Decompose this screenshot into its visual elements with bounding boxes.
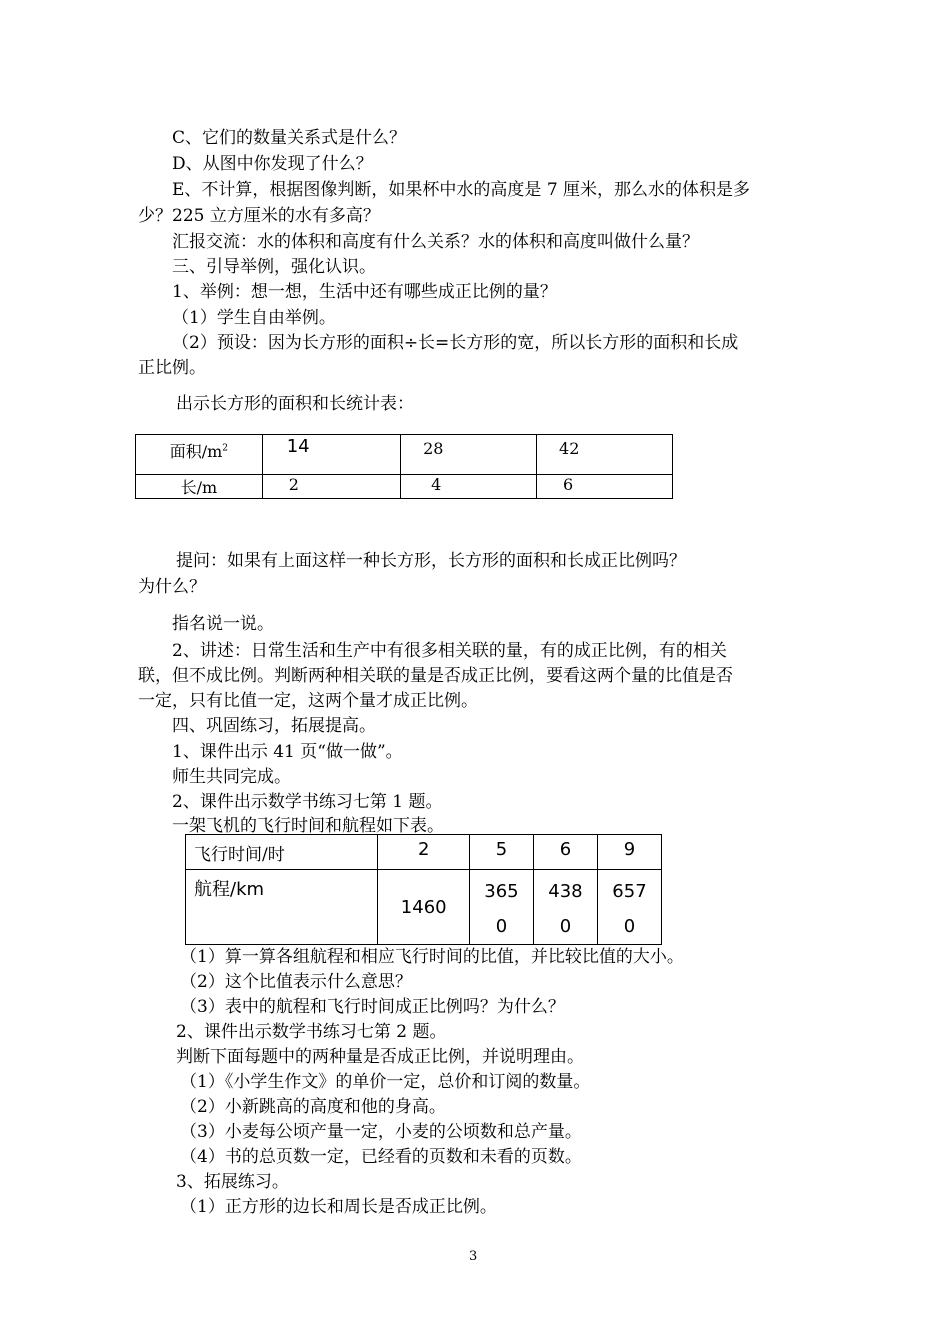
- table-cell: 365 0: [469, 870, 533, 945]
- text-line: （3）表中的航程和飞行时间成正比例吗？为什么？: [180, 997, 565, 1017]
- text-line: 判断下面每题中的两种量是否成正比例，并说明理由。: [176, 1047, 584, 1067]
- table-caption: 出示长方形的面积和长统计表：: [176, 394, 414, 414]
- text-line: （1）学生自由举例。: [172, 308, 336, 328]
- text-line: 正比例。: [138, 358, 206, 378]
- text-line: 汇报交流：水的体积和高度有什么关系？水的体积和高度叫做什么量？: [172, 232, 699, 252]
- area-length-table: [135, 434, 673, 499]
- table-cell: 4: [401, 475, 537, 499]
- text-line: 2、讲述：日常生活和生产中有很多相关联的量，有的成正比例，有的相关: [172, 641, 727, 661]
- text-line: （3）小麦每公顷产量一定，小麦的公顷数和总产量。: [180, 1122, 582, 1142]
- text-line: 2、课件出示数学书练习七第 2 题。: [176, 1022, 447, 1042]
- table-cell: 438 0: [533, 870, 597, 945]
- flight-table: [185, 834, 662, 945]
- text-line: （1）算一算各组航程和相应飞行时间的比值，并比较比值的大小。: [180, 947, 684, 967]
- table-header-distance: 航程/km: [186, 870, 378, 945]
- table-cell: 9: [597, 835, 661, 870]
- table-cell: 6: [533, 835, 597, 870]
- table-cell: 14: [262, 435, 400, 475]
- table-cell: 657 0: [597, 870, 661, 945]
- text-line: 指名说一说。: [172, 614, 274, 634]
- text-line: C、它们的数量关系式是什么？: [172, 128, 407, 148]
- text-line: D、从图中你发现了什么？: [172, 154, 373, 174]
- text-line: （2）这个比值表示什么意思？: [180, 972, 412, 992]
- table-cell: 2: [378, 835, 469, 870]
- text-line: （4）书的总页数一定，已经看的页数和未看的页数。: [180, 1147, 582, 1167]
- table-cell: 1460: [378, 870, 469, 945]
- text-line: （1）正方形的边长和周长是否成正比例。: [180, 1197, 497, 1217]
- text-line: （2）预设：因为长方形的面积÷长=长方形的宽，所以长方形的面积和长成: [172, 333, 739, 353]
- section-heading: 四、巩固练习，拓展提高。: [172, 716, 376, 736]
- text-line: 少？225 立方厘米的水有多高？: [138, 206, 380, 226]
- text-line: 一定，只有比值一定，这两个量才成正比例。: [138, 691, 478, 711]
- text-line: （2）小新跳高的高度和他的身高。: [180, 1097, 446, 1117]
- table-header-length: 长/m: [136, 475, 263, 499]
- table-cell: 5: [469, 835, 533, 870]
- text-line: 3、拓展练习。: [176, 1172, 289, 1192]
- text-line: E、不计算，根据图像判断，如果杯中水的高度是 7 厘米，那么水的体积是多: [172, 180, 751, 200]
- text-line: 联，但不成比例。判断两种相关联的量是否成正比例，要看这两个量的比值是否: [138, 666, 733, 686]
- text-line: 提问：如果有上面这样一种长方形，长方形的面积和长成正比例吗？: [176, 551, 686, 571]
- table-header-area: 面积$/m^2$: [136, 435, 263, 475]
- text-line: 1、举例：想一想，生活中还有哪些成正比例的量？: [172, 282, 557, 302]
- table-cell: 6: [537, 475, 673, 499]
- table-cell: 42: [537, 435, 673, 475]
- text-line: 师生共同完成。: [172, 767, 291, 787]
- section-heading: 三、引导举例，强化认识。: [172, 257, 376, 277]
- text-line: （1）《小学生作文》的单价一定，总价和订阅的数量。: [180, 1072, 591, 1092]
- table-cell: 28: [401, 435, 537, 475]
- text-line: 1、课件出示 41 页“做一做”。: [172, 742, 403, 762]
- text-line: 一架飞机的飞行时间和航程如下表。: [172, 816, 444, 836]
- page-number: 3: [469, 1249, 478, 1264]
- text-line: 2、课件出示数学书练习七第 1 题。: [172, 792, 443, 812]
- table-cell: 2: [262, 475, 400, 499]
- table-header-flight-time: 飞行时间/时: [186, 835, 378, 870]
- text-line: 为什么？: [138, 577, 206, 597]
